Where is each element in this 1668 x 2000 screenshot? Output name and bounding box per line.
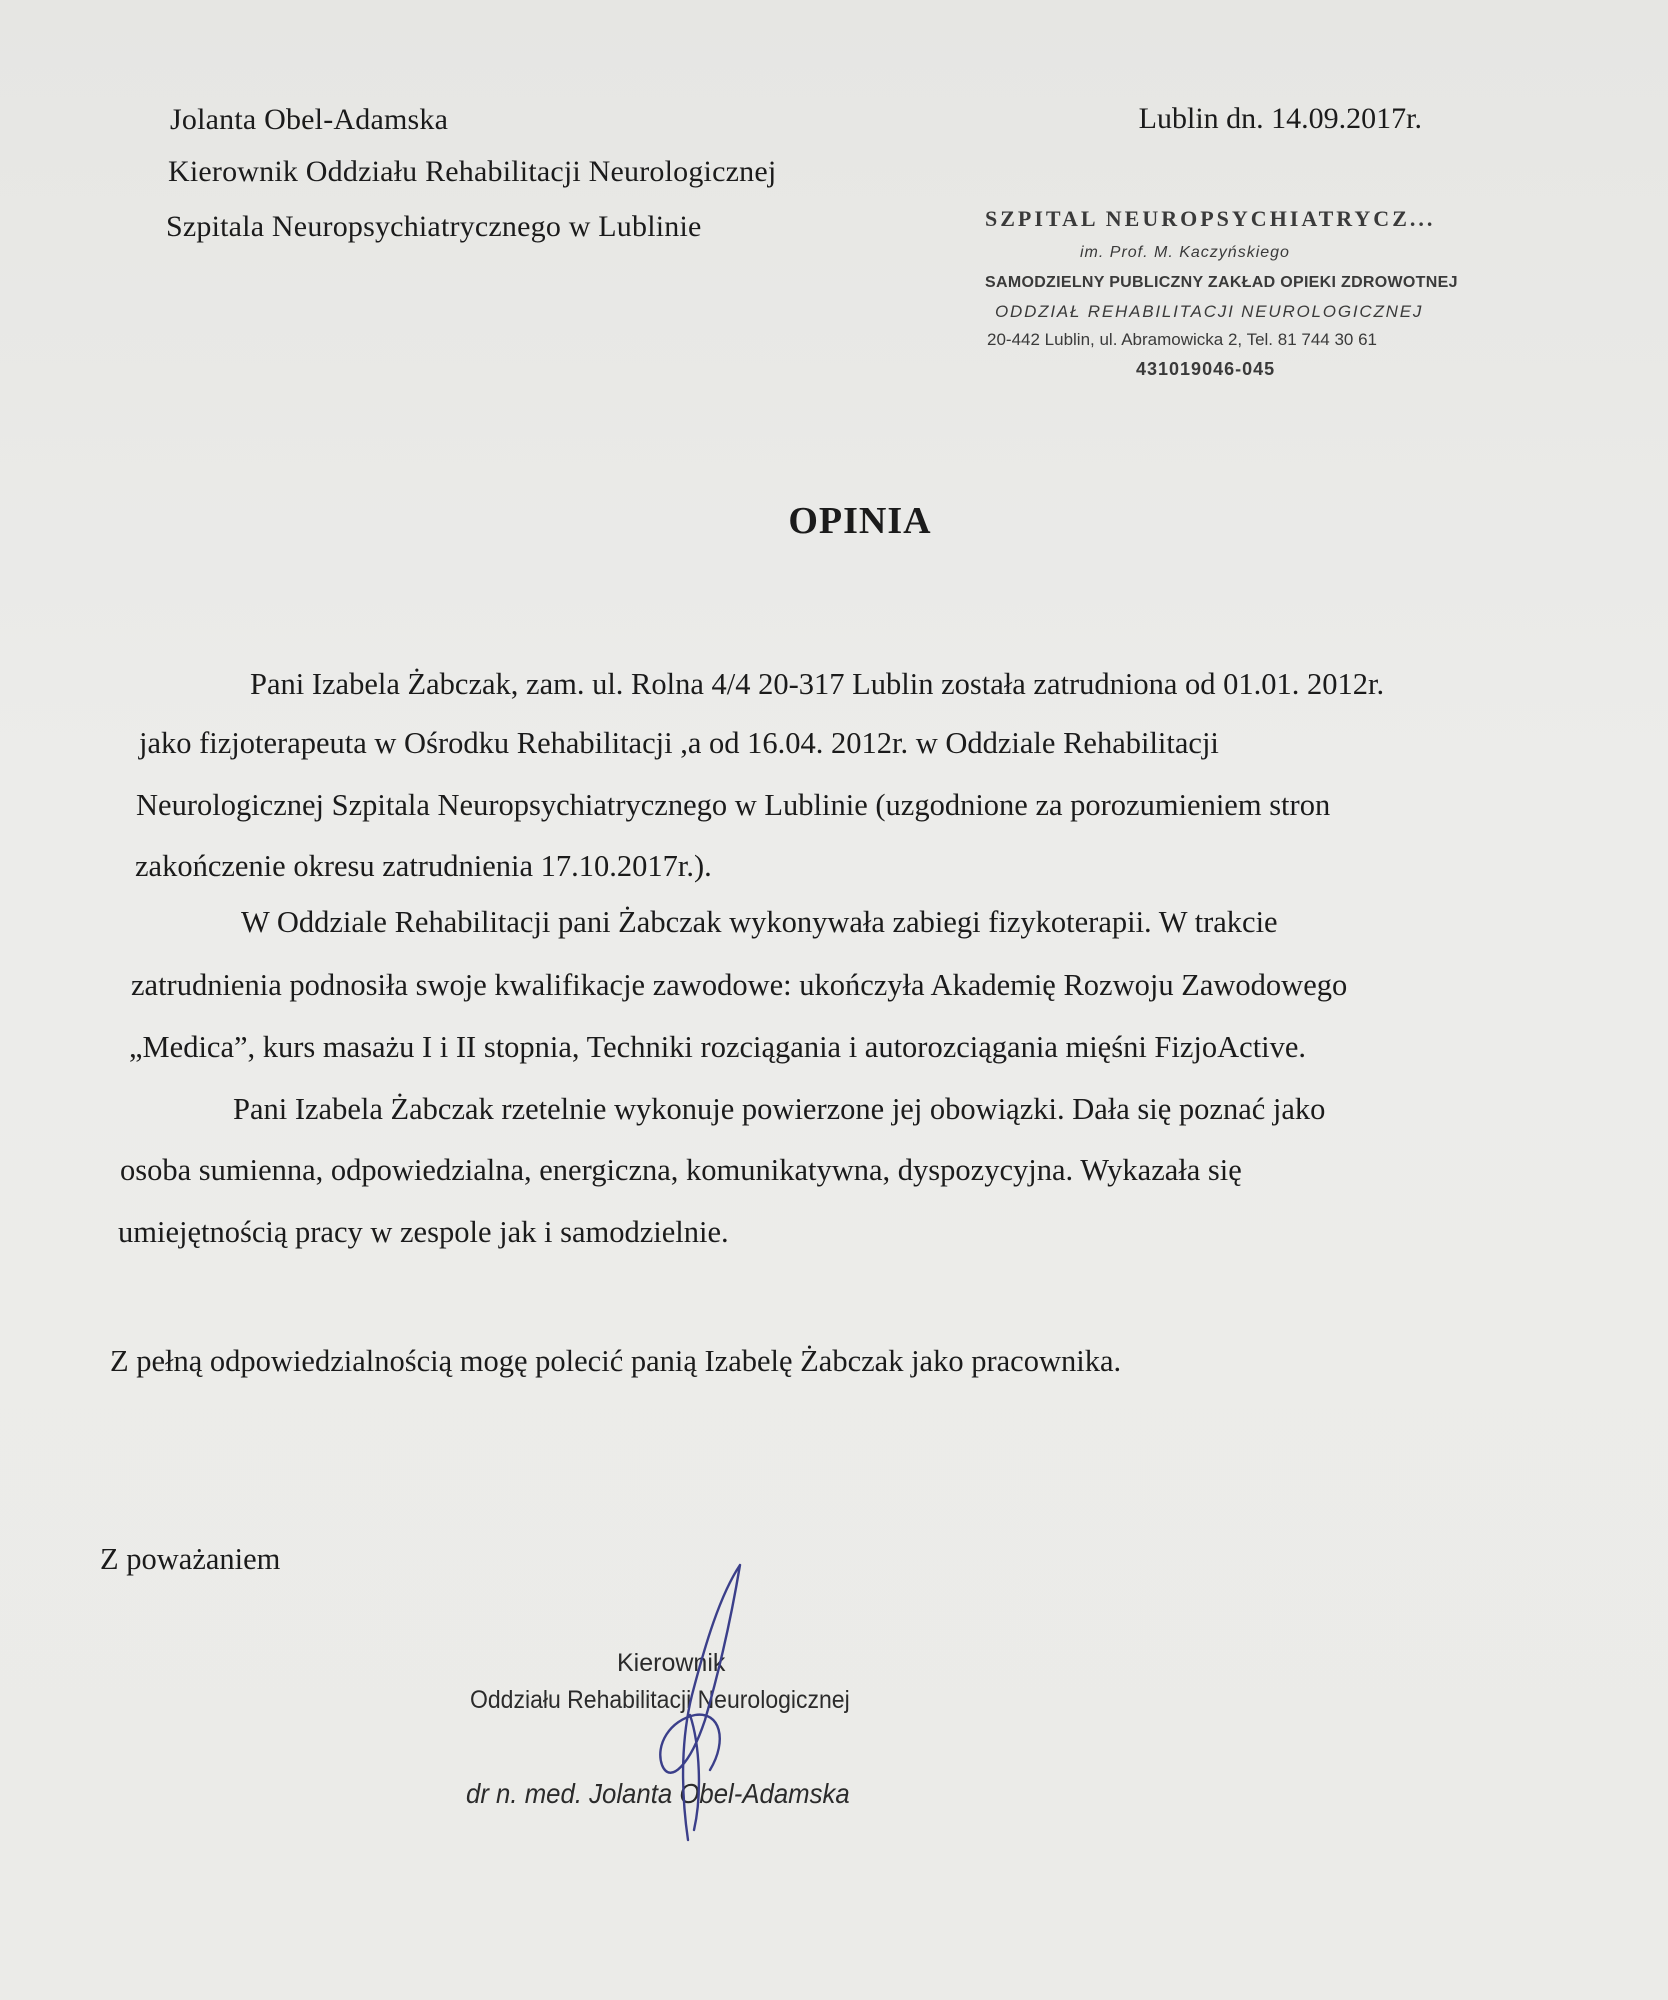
body-line: zatrudnienia podnosiła swoje kwalifikacje zawodowe: ukończyła Akademię Rozwoju Zawodowego xyxy=(131,968,1348,1002)
stamp-line-patron: im. Prof. M. Kaczyńskiego xyxy=(1080,244,1290,261)
body-line: Pani Izabela Żabczak, zam. ul. Rolna 4/4 20-317 Lublin została zatrudniona od 01.01. 2012r. xyxy=(250,667,1385,701)
handwritten-signature xyxy=(610,1555,780,1845)
closing-salutation: Z poważaniem xyxy=(100,1542,281,1576)
letter-date: Lublin dn. 14.09.2017r. xyxy=(1138,102,1422,135)
stamp-line-address: 20-442 Lublin, ul. Abramowicka 2, Tel. 81 744 30 61 xyxy=(987,330,1378,349)
sender-name: Jolanta Obel-Adamska xyxy=(170,103,449,136)
body-line: jako fizjoterapeuta w Ośrodku Rehabilitacji ,a od 16.04. 2012r. w Oddziale Rehabilitacji xyxy=(139,726,1219,760)
stamp-line-number: 431019046-045 xyxy=(1136,359,1276,379)
document-heading: OPINIA xyxy=(788,500,932,542)
sender-title: Kierownik Oddziału Rehabilitacji Neurologicznej xyxy=(168,155,777,188)
stamp-line-hospital: SZPITAL NEUROPSYCHIATRYCZ... xyxy=(985,206,1436,231)
body-line: osoba sumienna, odpowiedzialna, energiczna, komunikatywna, dyspozycyjna. Wykazała się xyxy=(120,1153,1242,1187)
body-line: W Oddziale Rehabilitacji pani Żabczak wykonywała zabiegi fizykoterapii. W trakcie xyxy=(241,905,1278,939)
body-line: Pani Izabela Żabczak rzetelnie wykonuje powierzone jej obowiązki. Dała się poznać jako xyxy=(233,1092,1326,1126)
body-line: Neurologicznej Szpitala Neuropsychiatrycznego w Lublinie (uzgodnione za porozumieniem stron xyxy=(136,788,1331,822)
body-line: „Medica”, kurs masażu I i II stopnia, Techniki rozciągania i autorozciągania mięśni FizjoActive. xyxy=(129,1030,1307,1064)
recommendation-line: Z pełną odpowiedzialnością mogę polecić panią Izabelę Żabczak jako pracownika. xyxy=(110,1344,1122,1378)
signature-stamp-department: Oddziału Rehabilitacji Neurologicznej xyxy=(470,1686,850,1714)
stamp-line-institution: SAMODZIELNY PUBLICZNY ZAKŁAD OPIEKI ZDROWOTNEJ xyxy=(985,274,1458,291)
signature-stamp-name: dr n. med. Jolanta Obel-Adamska xyxy=(466,1778,850,1809)
body-line: zakończenie okresu zatrudnienia 17.10.2017r.). xyxy=(135,849,712,883)
stamp-line-department: ODDZIAŁ REHABILITACJI NEUROLOGICZNEJ xyxy=(995,302,1424,321)
sender-institution: Szpitala Neuropsychiatrycznego w Lublinie xyxy=(166,210,702,243)
body-line: umiejętnością pracy w zespole jak i samodzielnie. xyxy=(118,1215,729,1249)
signature-stamp-role: Kierownik xyxy=(617,1649,726,1677)
